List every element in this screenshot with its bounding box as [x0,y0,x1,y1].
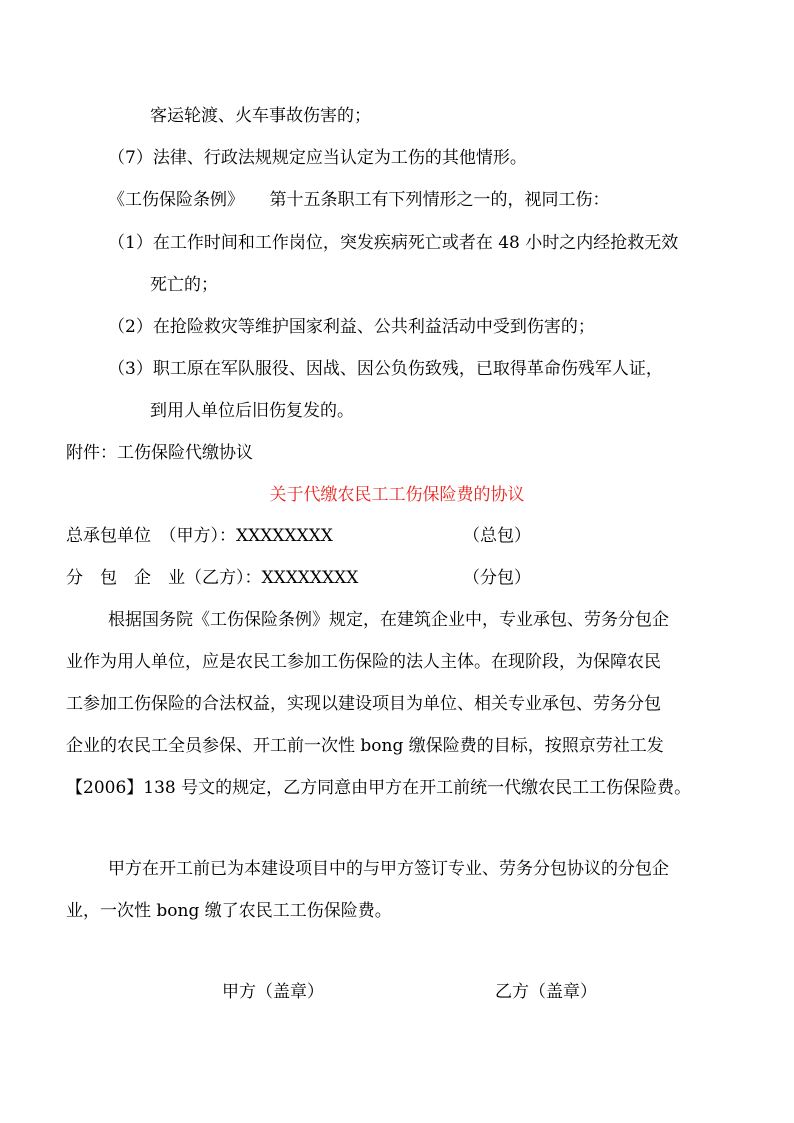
paragraph-1-line-3: 工参加工伤保险的合法权益，实现以建设项目为单位、相关专业承包、劳务分包 [66,694,661,714]
party-a-role: （总包） [463,526,531,546]
article-15-item-3-line-1: （3）职工原在军队服役、因战、因公负伤致残，已取得革命伤残军人证， [108,359,663,379]
clause-7: （7）法律、行政法规规定应当认定为工伤的其他情形。 [108,148,527,168]
signature-party-a: 甲方（盖章） [222,982,324,1002]
article-15-heading: 《工伤保险条例》 第十五条职工有下列情形之一的，视同工伤： [108,190,610,210]
article-15-item-3-line-2: 到用人单位后旧伤复发的。 [150,401,354,421]
paragraph-1-line-2: 业作为用人单位，应是农民工参加工伤保险的法人主体。在现阶段，为保障农民 [66,652,661,672]
paragraph-2-line-2: 业，一次性 bong 缴了农民工工伤保险费。 [66,901,392,921]
paragraph-2-line-1: 甲方在开工前已为本建设项目中的与甲方签订专业、劳务分包协议的分包企 [108,859,669,879]
article-15-item-2: （2）在抢险救灾等维护国家利益、公共利益活动中受到伤害的； [108,317,595,337]
party-b-label: 分 包 企 业（乙方）：XXXXXXXX [66,568,359,588]
signature-party-b: 乙方（盖章） [495,982,597,1002]
party-b-role: （分包） [463,568,531,588]
party-a-label: 总承包单位 （甲方）：XXXXXXXX [66,526,333,546]
agreement-title: 关于代缴农民工工伤保险费的协议 [269,485,525,505]
paragraph-1-line-1: 根据国务院《工伤保险条例》规定，在建筑企业中，专业承包、劳务分包企 [108,610,669,630]
article-15-item-1-line-1: （1）在工作时间和工作岗位，突发疾病死亡或者在 48 小时之内经抢救无效 [108,233,679,253]
attachment-label: 附件：工伤保险代缴协议 [66,443,253,463]
article-15-item-1-line-2: 死亡的； [150,275,218,295]
paragraph-1-line-5: 【2006】138 号文的规定，乙方同意由甲方在开工前统一代缴农民工工伤保险费。 [66,778,692,798]
paragraph-1-line-4: 企业的农民工全员参保、开工前一次性 bong 缴保险费的目标，按照京劳社工发 [66,736,664,756]
continuation-line: 客运轮渡、火车事故伤害的； [150,106,371,126]
